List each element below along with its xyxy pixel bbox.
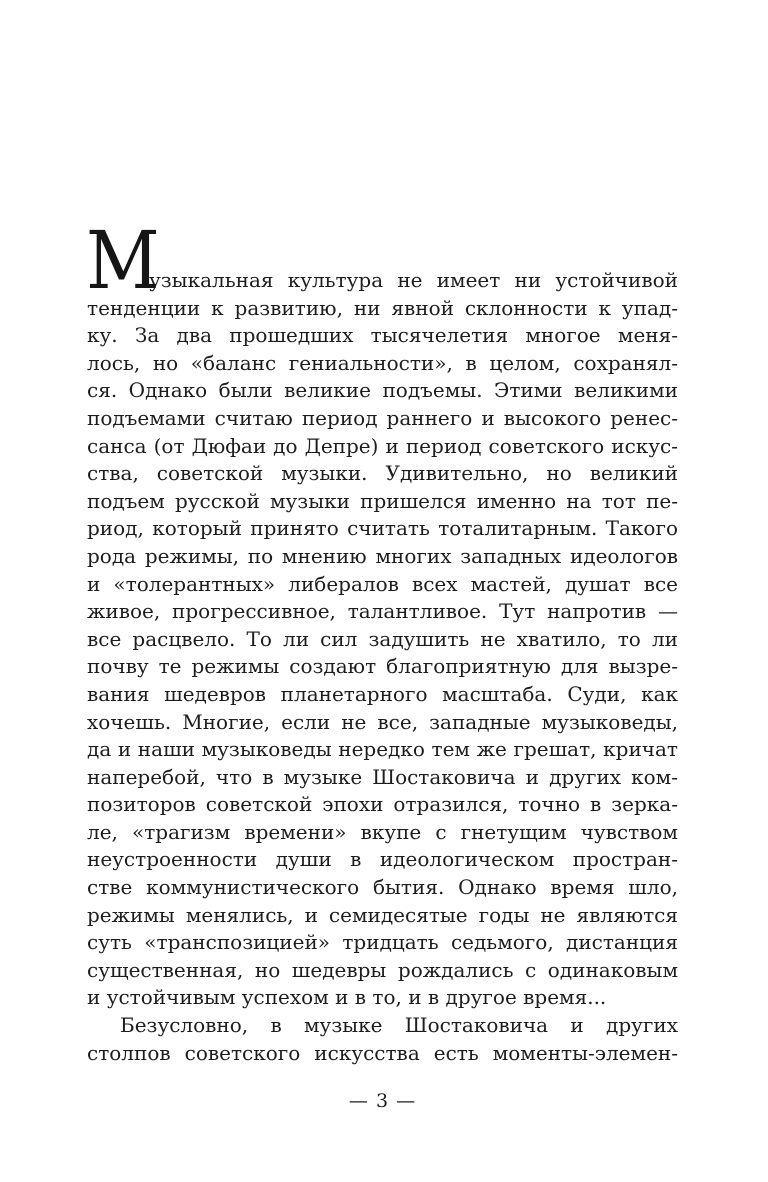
paragraph-1	[87, 267, 678, 1012]
text-line: да и наши музыковеды нередко тем же грешат, кричат	[87, 737, 678, 762]
text-line: подъем русской музыки пришелся именно на тот пе-	[87, 488, 678, 513]
paragraph-2	[87, 1012, 678, 1067]
drop-cap-letter: М	[86, 214, 160, 307]
text-line: ку. За два прошедших тысячелетия многое меня-	[87, 323, 678, 348]
text-line: режимы менялись, и семидесятые годы не являются	[87, 902, 678, 927]
text-block	[86, 214, 678, 1067]
text-line: существенная, но шедевры рождались с одинаковым	[87, 957, 678, 982]
page-number: — 3 —	[348, 1090, 417, 1112]
text-line: живое, прогрессивное, талантливое. Тут напротив —	[87, 599, 678, 624]
text-line: стве коммунистического бытия. Однако время шло,	[87, 875, 678, 900]
text-line: столпов советского искусства есть моменты-элемен-	[87, 1040, 678, 1065]
text-line: лось, но «баланс гениальности», в целом, сохранял-	[87, 350, 678, 375]
text-line: узыкальная культура не имеет ни устойчивой	[149, 268, 678, 292]
text-line: риод, который принято считать тоталитарным. Такого	[87, 516, 678, 541]
text-line: суть «транспозицией» тридцать седьмого, дистанция	[87, 930, 678, 955]
text-line: подъемами считаю период раннего и высокого ренес-	[87, 405, 678, 430]
text-line: рода режимы, по мнению многих западных идеологов	[87, 543, 678, 568]
text-line: Безусловно, в музыке Шостаковича и других	[120, 1013, 678, 1038]
text-line: ся. Однако были великие подъемы. Этими великими	[87, 378, 678, 403]
text-line: санса (от Дюфаи до Депре) и период советского искус-	[87, 433, 678, 458]
text-line: хочешь. Многие, если не все, западные музыковеды,	[87, 709, 678, 734]
text-line: вания шедевров планетарного масштаба. Суди, как	[87, 681, 678, 706]
text-line: ства, советской музыки. Удивительно, но великий	[87, 461, 678, 486]
text-line: и устойчивым успехом и в то, и в другое время...	[87, 985, 607, 1010]
text-line: тенденции к развитию, ни явной склонности к упад-	[87, 295, 678, 320]
text-line: все расцвело. То ли сил задушить не хватило, то ли	[87, 626, 678, 651]
text-line: ле, «трагизм времени» вкупе с гнетущим чувством	[87, 819, 678, 844]
text-line: и «толерантных» либералов всех мастей, душат все	[87, 571, 678, 596]
text-line: неустроенности души в идеологическом простран-	[87, 847, 678, 872]
text-line: наперебой, что в музыке Шостаковича и других ком-	[87, 764, 678, 789]
text-line: почву те режимы создают благоприятную для вызре-	[87, 654, 678, 679]
text-line: позиторов советской эпохи отразился, точно в зерка-	[87, 792, 678, 817]
